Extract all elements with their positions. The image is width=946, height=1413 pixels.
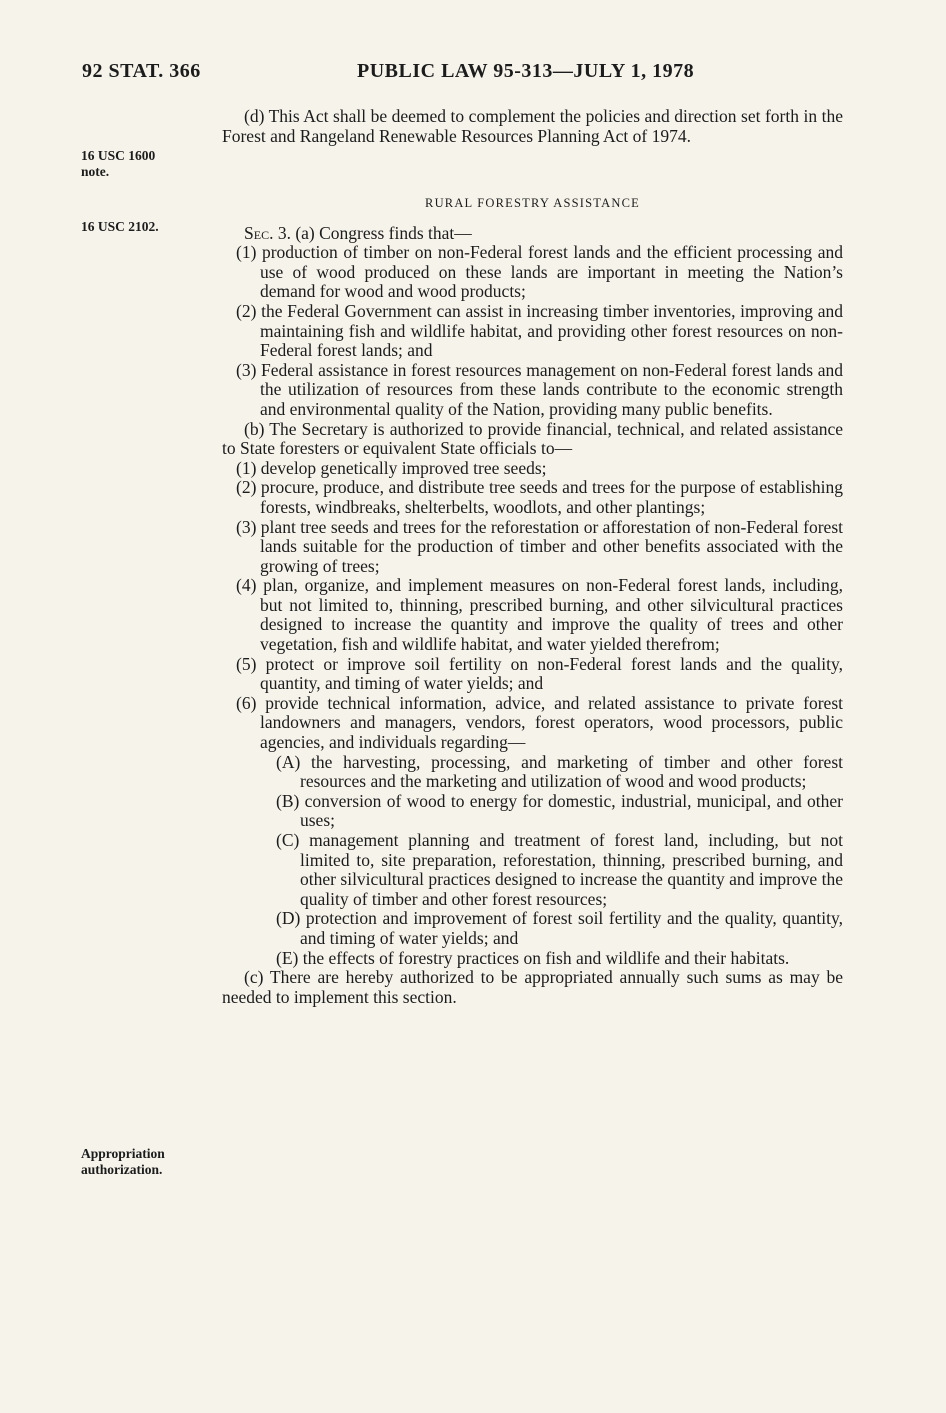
sec-3-a-text: (a) Congress finds that— [295,222,472,243]
marginal-note-usc-2102: 16 USC 2102. [81,219,159,234]
b-item-4: (4) plan, organize, and implement measures on non-Federal forest lands, including, but not limited to, thinning, prescribed burning, and other silvicultural practices designed to increase the quantity and improve the quality of trees and other vegetation, fish and wildlife habitat, and water yielded therefrom; [236,575,843,655]
b-item-1: (1) develop genetically improved tree seeds; [236,457,547,478]
b-item-3: (3) plant tree seeds and trees for the reforestation or afforestation of non-Federal forest lands suitable for the production of timber and other benefits associated with the growing of trees; [236,516,843,576]
marginal-note-line: authorization. [81,1162,163,1177]
b6-item-c: (C) management planning and treatment of forest land, including, but not limited to, site preparation, reforestation, thinning, prescribed burning, and other silvicultural practices designed to increase the quantity and improve the quality of timber and other forest resources; [276,830,843,909]
page-stat-reference: 92 STAT. 366 [82,60,201,82]
marginal-note-usc-1600 [81,148,211,180]
finding-3: (3) Federal assistance in forest resources management on non-Federal forest lands and the utilization of resources from these lands contribute to the economic strength and environmental quality of the Nation, providing many public benefits. [236,359,843,419]
b6-item-b: (B) conversion of wood to energy for domestic, industrial, municipal, and other uses; [276,790,843,831]
marginal-note-line: 16 USC 1600 [81,148,156,163]
subsection-c: (c) There are hereby authorized to be appropriated annually such sums as may be needed to implement this section. [222,967,843,1007]
finding-2: (2) the Federal Government can assist in increasing timber inventories, improving and maintaining fish and wildlife habitat, and providing other forest resources on non-Federal forest lands; and [236,300,843,361]
b6-item-a: (A) the harvesting, processing, and marketing of timber and other forest resources and the marketing and utilization of wood and wood products; [276,751,843,792]
para-d-text: (d) This Act shall be deemed to complement the policies and direction set forth in the Forest and Rangeland Renewable Resources Planning Act of 1974. [222,106,843,146]
b-item-6: (6) provide technical information, advice, and related assistance to private forest landowners and managers, vendors, forest operators, wood processors, public agencies, and individuals regarding— [236,692,843,753]
b6-item-d: (D) protection and improvement of forest soil fertility and the quality, quantity, and timing of water yields; and [276,908,843,948]
subsection-b-intro: (b) The Secretary is authorized to provide financial, technical, and related assistance to State foresters or equivalent State officials to— [222,418,843,459]
section-heading: RURAL FORESTRY ASSISTANCE [425,196,640,210]
sec-3-a-intro [222,224,843,244]
section-3 [222,180,843,1007]
b6-item-e: (E) the effects of forestry practices on fish and wildlife and their habitats. [276,947,790,968]
marginal-note-appropriation [81,1146,211,1178]
marginal-note-line: note. [81,164,110,179]
page-title: PUBLIC LAW 95-313—JULY 1, 1978 [357,60,695,82]
b-item-2: (2) procure, produce, and distribute tree seeds and trees for the purpose of establishing forests, windbreaks, shelterbelts, woodlots, and other plantings; [236,477,843,517]
section-label: Sec. 3. [244,222,291,243]
b-item-5: (5) protect or improve soil fertility on non-Federal forest lands and the quality, quantity, and timing of water yields; and [236,653,843,694]
paragraph-d [222,107,843,146]
finding-1: (1) production of timber on non-Federal forest lands and the efficient processing and use of wood produced on these lands are important in meeting the Nation’s demand for wood and wood products; [236,242,843,302]
marginal-note-line: Appropriation [81,1146,165,1161]
